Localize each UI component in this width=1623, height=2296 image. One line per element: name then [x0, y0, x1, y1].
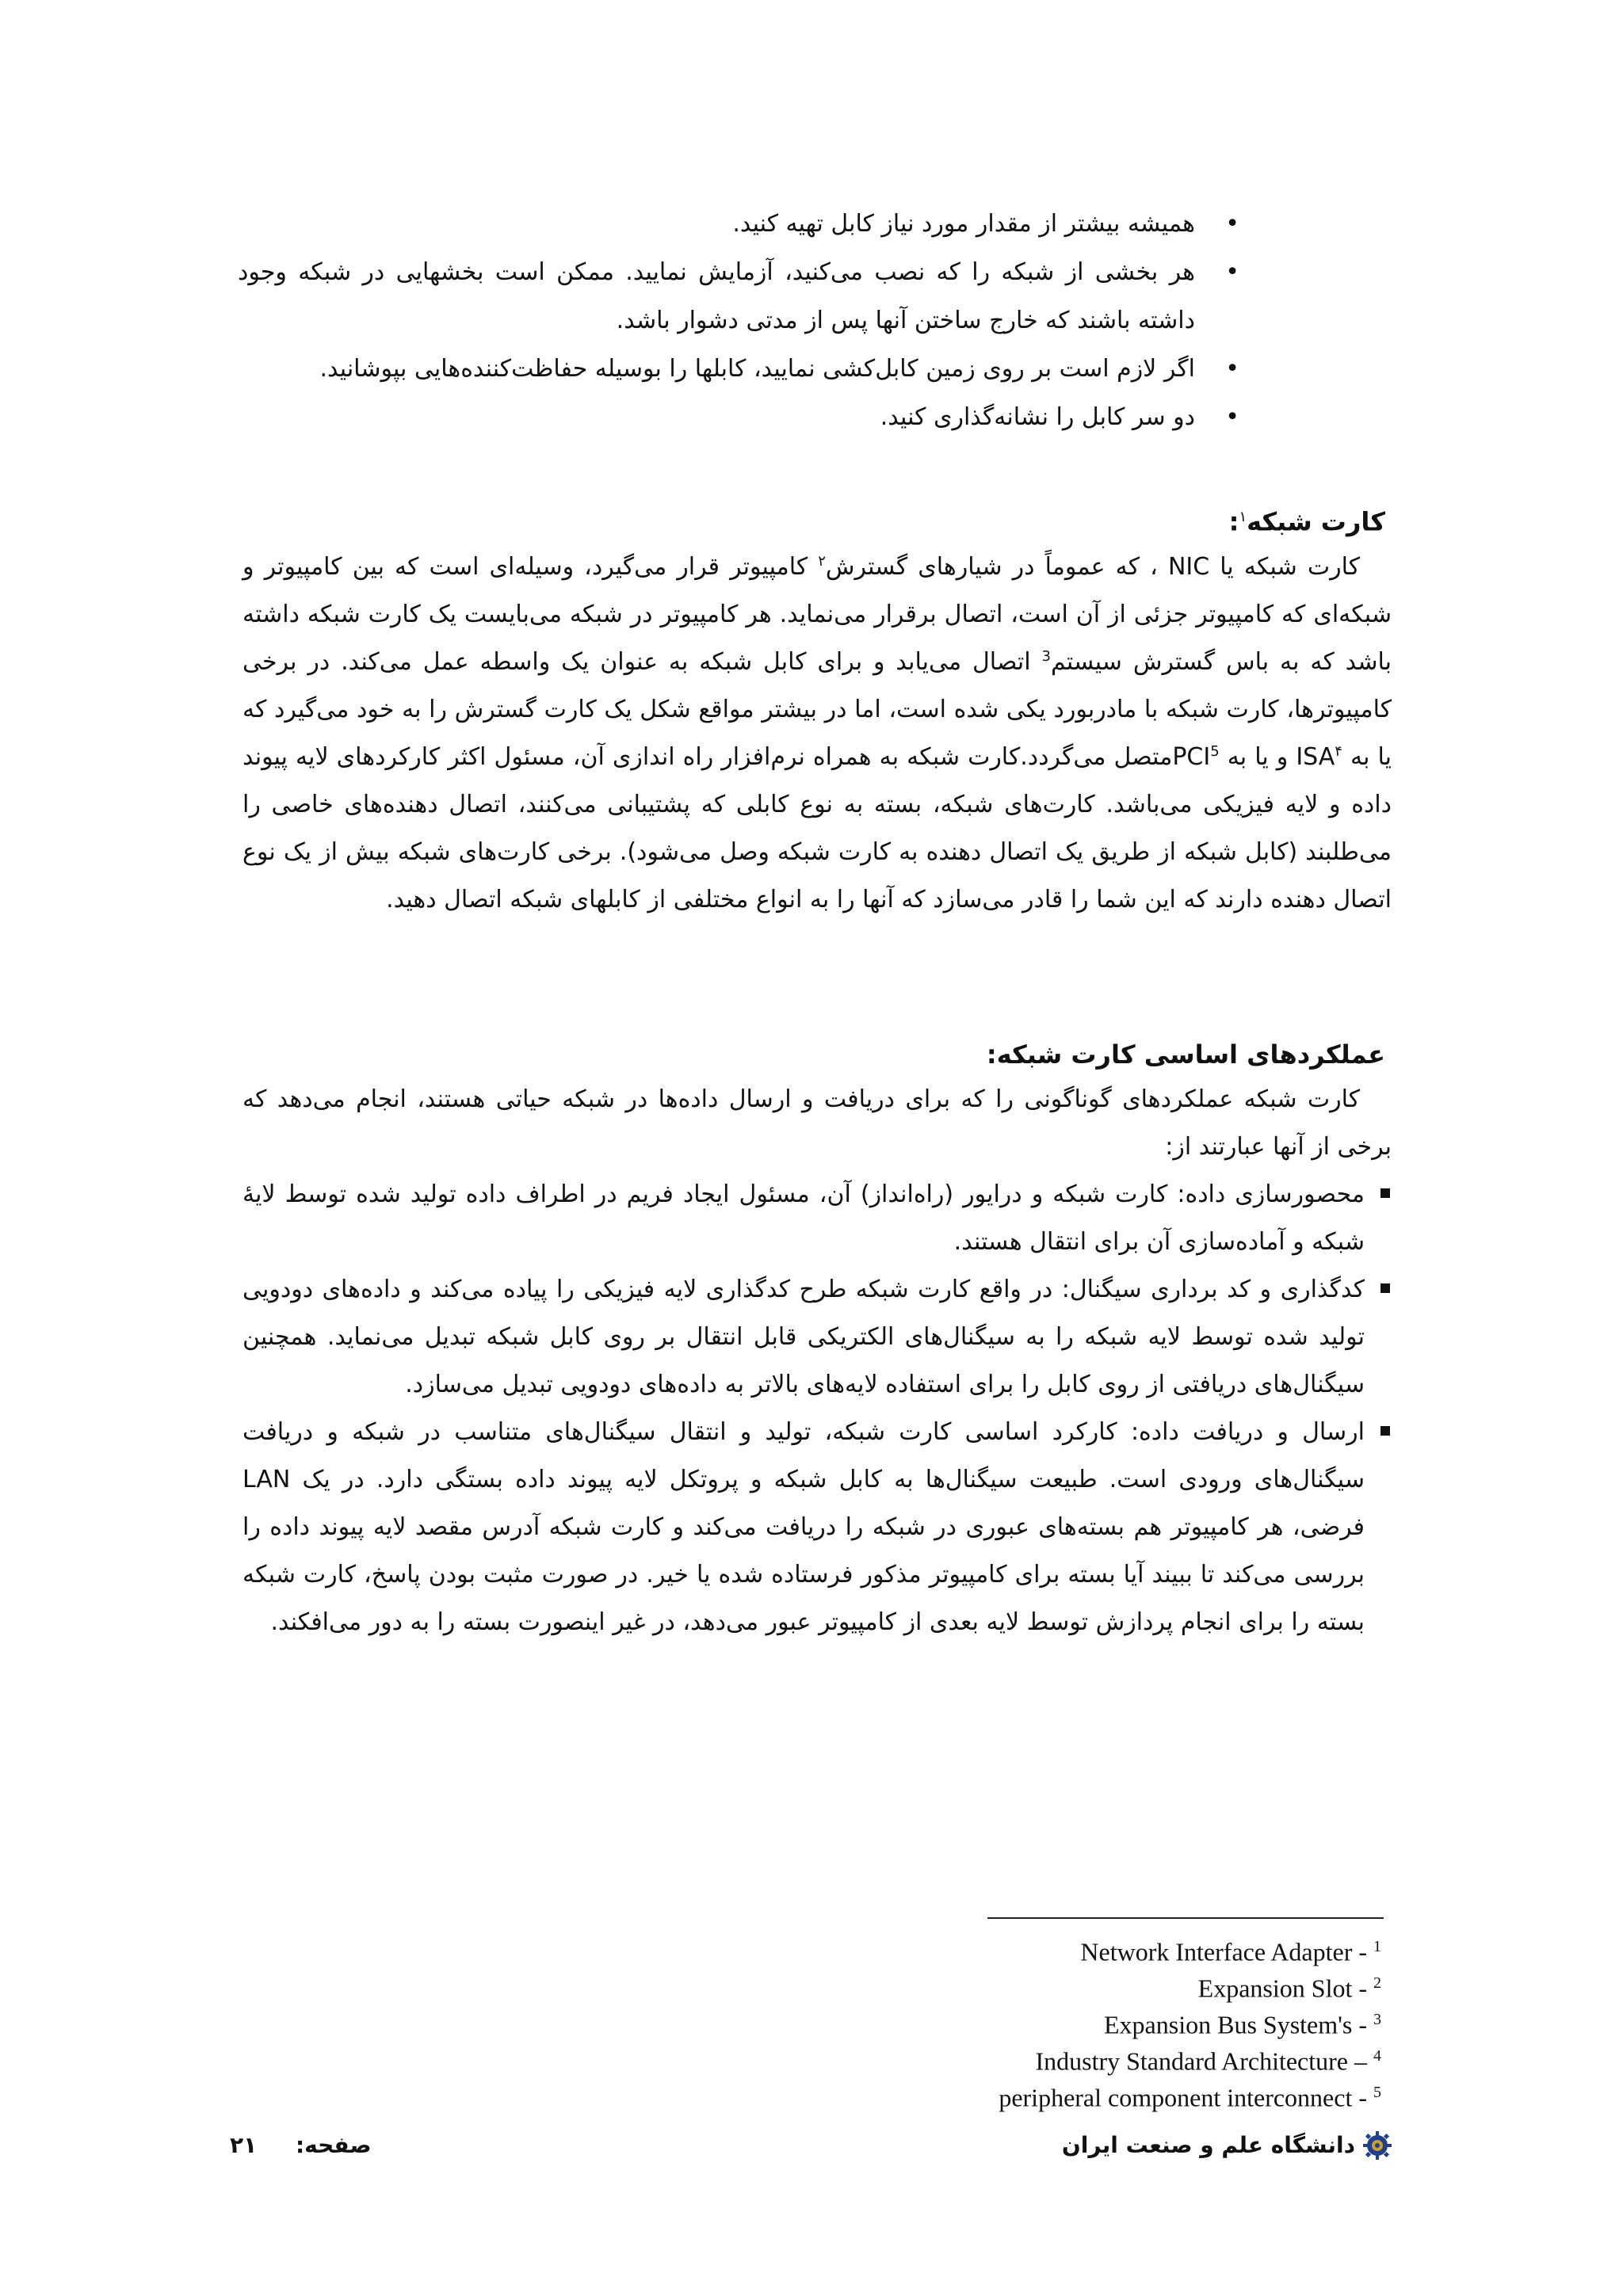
cabling-tips-list	[238, 200, 1252, 441]
square-bullet-icon	[1381, 1283, 1390, 1293]
bullet-icon: •	[1225, 403, 1239, 431]
network-card-paragraph: کارت شبکه یا NIC ، که عموماً در شیارهای گسترش$^۲$ کامپیوتر قرار می‌گیرد، وسیله‌ای است که بین کامپیوتر و شبکه‌ای که کامپیوتر جزئی از آن است، اتصال برقرار می‌نماید. هر کامپیوتر در شبکه می‌بایست یک کارت شبکه داشته باشد که به باس گسترش سیستم$^3$ اتصال می‌یابد و برای کابل شبکه به عنوان یک واسطه عمل می‌کند. در برخی کامپیوترها، کارت شبکه با مادربورد یکی شده است، اما در بیشتر مواقع شکل یک کارت گسترش را به خود می‌گیرد که یا به ISA$^۴$ و یا به PCI$^5$متصل می‌گردد.کارت شبکه به همراه نرم‌افزار راه اندازی آن، مسئول اکثر کارکردهای لایه پیوند داده و لایه فیزیکی می‌باشد. کارت‌های شبکه، بسته به نوع کابلی که پشتیبانی می‌کنند، اتصال دهنده‌های خاصی را می‌طلبند (کابل شبکه از طریق یک اتصال دهنده به کارت شبکه وصل می‌شود). برخی کارت‌های شبکه بیش از یک نوع اتصال دهنده دارند که این شما را قادر می‌سازد که آنها را به انواع مختلفی از کابلهای شبکه اتصال دهید.	[242, 553, 1392, 913]
list-item: • اگر لازم است بر روی زمین کابل‌کشی نمایید، کابلها را بوسیله حفاظت‌کننده‌هایی بپوشانید.	[238, 345, 1252, 393]
footnote-4: Industry Standard Architecture – $^4$	[1035, 2046, 1381, 2076]
list-item: • دو سر کابل را نشانه‌گذاری کنید.	[238, 393, 1252, 441]
bullet-icon: •	[1225, 258, 1239, 286]
footnotes	[668, 1928, 1381, 2111]
list-item: کدگذاری و کد برداری سیگنال: در واقع کارت شبکه طرح کدگذاری لایه فیزیکی را پیاده می‌کند و داده‌های دودویی تولید شده توسط لایه شبکه را به سیگنال‌های الکتریکی قابل انتقال بر روی کابل شبکه تبدیل می‌نماید. همچنین سیگنال‌های دریافتی از روی کابل را برای استفاده لایه‌های بالاتر به داده‌های دودویی تبدیل می‌سازد.	[242, 1266, 1392, 1409]
bullet-icon: •	[1225, 355, 1239, 383]
square-bullet-icon	[1381, 1188, 1390, 1198]
basic-functions-intro: کارت شبکه عملکردهای گوناگونی را که برای دریافت و ارسال داده‌ها در شبکه حیاتی هستند، انجام می‌دهد که برخی از آنها عبارتند از:	[242, 1085, 1392, 1161]
square-bullet-icon	[1381, 1426, 1390, 1436]
footnote-5: peripheral component interconnect - $^5$	[999, 2083, 1381, 2112]
functions-list	[242, 1171, 1392, 1646]
list-item: محصورسازی داده: کارت شبکه و درایور (راه‌انداز) آن، مسئول ایجاد فریم در اطراف داده تولید شده توسط لایهٔ شبکه و آماده‌سازی آن برای انتقال هستند.	[242, 1171, 1392, 1266]
page-number: ۲۱	[230, 2132, 258, 2158]
section-heading-network-card: کارت شبکه$^۱$:	[1228, 506, 1385, 537]
list-item: ارسال و دریافت داده: کارکرد اساسی کارت شبکه، تولید و انتقال سیگنال‌های متناسب در شبکه و دریافت سیگنال‌های ورودی است. طبیعت سیگنال‌ها به کابل شبکه و پروتکل لایه پیوند داده بستگی دارد. در یک LAN فرضی، هر کامپیوتر هم بسته‌های عبوری در شبکه را دریافت می‌کند و کارت شبکه آدرس مقصد لایه پیوند داده را بررسی می‌کند تا ببیند آیا بسته برای کامپیوتر مذکور فرستاده شده یا خیر. در صورت مثبت بودن پاسخ، کارت شبکه بسته را برای انجام پردازش توسط لایه بعدی از کامپیوتر عبور می‌دهد، در غیر اینصورت بسته را به دور می‌افکند.	[242, 1409, 1392, 1646]
section-heading-basic-functions: عملکردهای اساسی کارت شبکه:	[986, 1039, 1385, 1070]
footnote-divider	[987, 1917, 1384, 1919]
footnote-2: Expansion Slot - $^2$	[1197, 1974, 1381, 2003]
page-number-label: صفحه: ۲۱	[230, 2132, 372, 2158]
bullet-icon: •	[1225, 210, 1239, 238]
footnote-3: Expansion Bus System's - $^3$	[1104, 2010, 1381, 2039]
list-item: • همیشه بیشتر از مقدار مورد نیاز کابل تهیه کنید.	[238, 200, 1252, 248]
list-item: • هر بخشی از شبکه را که نصب می‌کنید، آزمایش نمایید. ممکن است بخشهایی در شبکه وجود داشته باشند که خارج ساختن آنها پس از مدتی دشوار باشد.	[238, 248, 1252, 345]
footer-university: دانشگاه علم و صنعت ایران	[1062, 2128, 1393, 2163]
footnote-1: Network Interface Adapter - $^1$	[1080, 1937, 1381, 1966]
university-gear-logo-icon	[1361, 2130, 1393, 2161]
